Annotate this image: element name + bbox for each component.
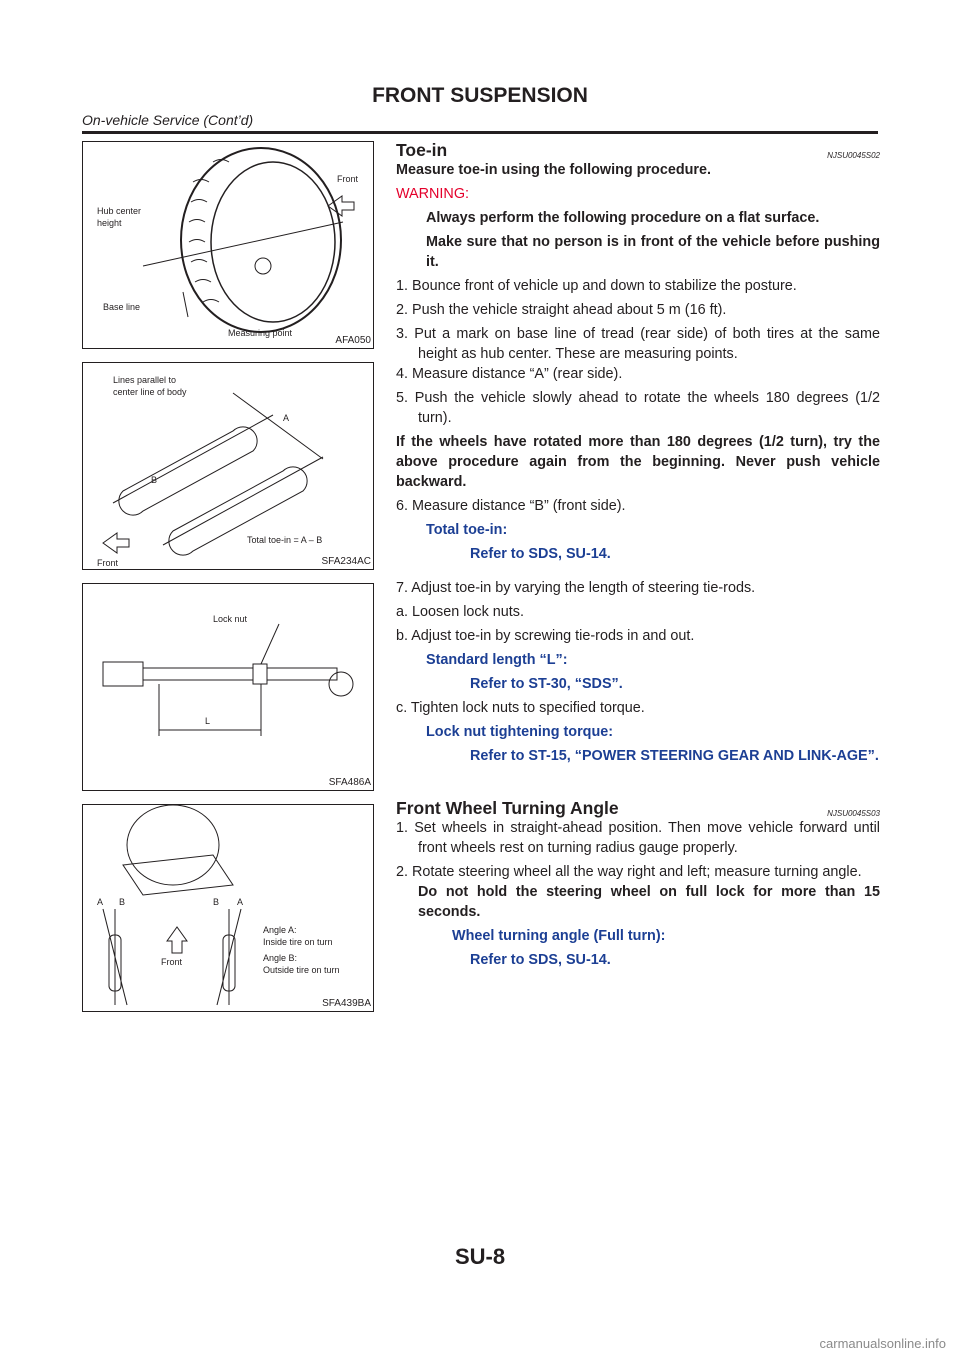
label-center-line: center line of body [113,387,187,397]
step-b: b. Adjust toe-in by screwing tie-rods in and out. [396,628,695,644]
step-2: 2. Push the vehicle straight ahead about 5 m (16 ft). [396,302,727,318]
standard-length-label: Standard length “L”: [426,652,568,668]
figure-sfa234ac [82,362,374,570]
label-base-line: Base line [103,302,141,312]
total-toe-in-value: Refer to SDS, SU-14. [470,546,611,562]
label-a-right: A [237,897,244,907]
label-b-right: B [213,897,220,907]
figure-sfa486a [82,583,374,791]
torque-label: Lock nut tightening torque: [426,724,614,740]
turning-angle-heading [396,798,880,818]
turn-step-1: 1. Set wheels in straight-ahead position. Then move vehicle forward until front wheels rest on turning radius gauge properly. [396,820,880,856]
header-rule [82,131,878,134]
step-5: 5. Push the vehicle slowly ahead to rotate the wheels 180 degrees (1/2 turn). [396,390,880,426]
figure-sfa439ba [82,804,374,1012]
step-c: c. Tighten lock nuts to specified torque. [396,700,645,716]
standard-length-value: Refer to ST-30, “SDS”. [470,676,623,692]
warning-label: WARNING: [396,186,470,202]
heading-text: Toe-in [396,140,448,160]
toe-in-section [396,140,880,368]
total-toe-in-label: Total toe-in: [426,522,508,538]
label-inside-tire: Inside tire on turn [263,937,333,947]
label-angle-b: Angle B: [263,953,298,963]
turn-caution: Do not hold the steering wheel on full lock for more than 15 seconds. [418,884,880,920]
turning-angle-diagram [83,805,375,1013]
turning-angle-label: Wheel turning angle (Full turn): [452,928,666,944]
label-l: L [205,716,211,726]
label-a-left: A [97,897,104,907]
label-angle-a: Angle A: [263,925,297,935]
watermark: carmanualsonline.info [819,1336,946,1351]
label-lock-nut: Lock nut [213,614,248,624]
page-title: FRONT SUSPENSION [372,84,588,107]
label-lines-parallel: Lines parallel to [113,375,177,385]
torque-value: Refer to ST-15, “POWER STEERING GEAR AND LINK-AGE”. [470,748,879,764]
page-subtitle: On-vehicle Service (Cont’d) [82,112,254,128]
warning-2: Make sure that no person is in front of the vehicle before pushing it. [426,234,880,270]
label-b: B [151,475,158,485]
turning-angle-value: Refer to SDS, SU-14. [470,952,611,968]
step-3: 3. Put a mark on base line of tread (rear side) of both tires at the same height as hub center. These are measuring points. [396,326,880,362]
label-hub-center: Hub center [97,206,142,216]
toe-in-intro: Measure toe-in using the following procedure. [396,162,712,178]
warning-1: Always perform the following procedure on a flat surface. [426,210,820,226]
section-code: NJSU0045S03 [827,809,880,818]
heading-text: Front Wheel Turning Angle [396,798,619,818]
toe-in-note: If the wheels have rotated more than 180 degrees (1/2 turn), try the above procedure again from the beginning. Never push vehicle backward. [396,434,880,490]
label-b-left: B [119,897,126,907]
figure-caption: SFA234AC [321,556,371,567]
step-6: 6. Measure distance “B” (front side). [396,498,626,514]
label-front: Front [97,558,119,568]
label-front: Front [161,957,183,967]
section-code: NJSU0045S02 [827,151,880,160]
toe-in-diagram [83,363,375,571]
toe-in-section-cont [396,364,880,568]
step-4: 4. Measure distance “A” (rear side). [396,366,623,382]
tie-rod-diagram [83,584,375,792]
tire-illustration [83,142,375,350]
figure-afa050 [82,141,374,349]
turning-angle-section [396,798,880,974]
step-7: 7. Adjust toe-in by varying the length of steering tie-rods. [396,580,756,596]
toe-in-heading [396,140,880,160]
figure-caption: SFA439BA [322,998,371,1009]
figure-caption: SFA486A [328,777,371,788]
tie-rod-section [396,578,880,770]
label-total-toe-in: Total toe-in = A – B [247,535,323,545]
figure-caption: AFA050 [335,335,371,346]
label-outside-tire: Outside tire on turn [263,965,340,975]
label-front: Front [337,174,359,184]
page-number: SU-8 [454,1244,506,1269]
label-measuring-point: Measuring point [228,328,293,338]
turn-step-2: 2. Rotate steering wheel all the way right and left; measure turning angle. [396,864,862,880]
step-a: a. Loosen lock nuts. [396,604,524,620]
label-a: A [283,413,290,423]
label-hub-height: height [97,218,122,228]
step-1: 1. Bounce front of vehicle up and down to stabilize the posture. [396,278,797,294]
